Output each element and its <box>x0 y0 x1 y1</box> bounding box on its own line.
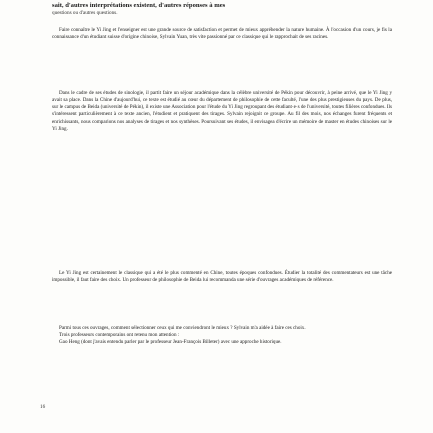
paragraph-1 <box>52 27 392 41</box>
paragraph-text: Dans le cadre de ses études de sinologie, il partit faire un séjour académique dans la célèbre université de Pékin pour découvrir, à peine arrivé, que le Yi Jing y avait sa place. Dans la Chine d'aujourd'hui, ce texte est étudié au cœur du département de philosophie de cette faculté, l'une des plus prestigieuses du pays. De plus, sur le campus de Beida (université de Pékin), il existe une Association pour l'étude du Yi Jing regroupant des étudiant·e·s de l'université, toutes filières confondues. Ils s'intéressent particulièrement à ce texte ancien, l'étudient et pratiquent des tirages. Sylvain rejoignit ce groupe. Au fil des mois, nos échanges furent fréquents et enrichissants, nous comparions nos analyses de tirages et nos synthèses. Poursuivant ses études, il envisagea d'écrire un mémoire de master en études chinoises sur le Yi Jing. <box>52 90 392 132</box>
page-header-text <box>52 2 392 16</box>
page-number: 16 <box>40 404 46 410</box>
paragraph-3 <box>52 270 392 284</box>
paragraph-line: Gao Heng (dont j'avais entendu parler par le professeur Jean-François Billeter) avec une approche historique. <box>59 339 282 346</box>
header-line-1: sait, d'autres interprétations existent, d'autres réponses à mes <box>52 2 226 9</box>
header-line-2: questions ou d'autres questions. <box>52 9 118 16</box>
paragraph-line: Parmi tous ces ouvrages, comment sélectionner ceux qui me conviendront le mieux ? Sylvain m'a aidée à faire ces choix. <box>59 325 306 331</box>
paragraph-text: Faire connaître le Yi Jing et l'enseigner est une grande source de satisfaction et permet de mieux appréhender la nature humaine. À l'occasion d'un cours, je fis la connaissance d'un étudiant suisse d'origine chinoise, Sylvain Yuan, très vite passionné par ce classique qui le rapprochait de ses racines. <box>52 27 392 41</box>
paragraph-text: Le Yi Jing est certainement le classique qui a été le plus commenté en Chine, toutes époques confondues. Étudier la totalité des commentateurs est une tâche impossible, il faut faire des choix. Un professeur de philosophie de Beida lui recommanda une série d'ouvrages académiques de référence. <box>52 270 392 284</box>
paragraph-2 <box>52 90 392 133</box>
paragraph-4 <box>52 325 392 346</box>
paragraph-line: Trois professeurs contemporains ont retenu mon attention : <box>59 332 180 339</box>
